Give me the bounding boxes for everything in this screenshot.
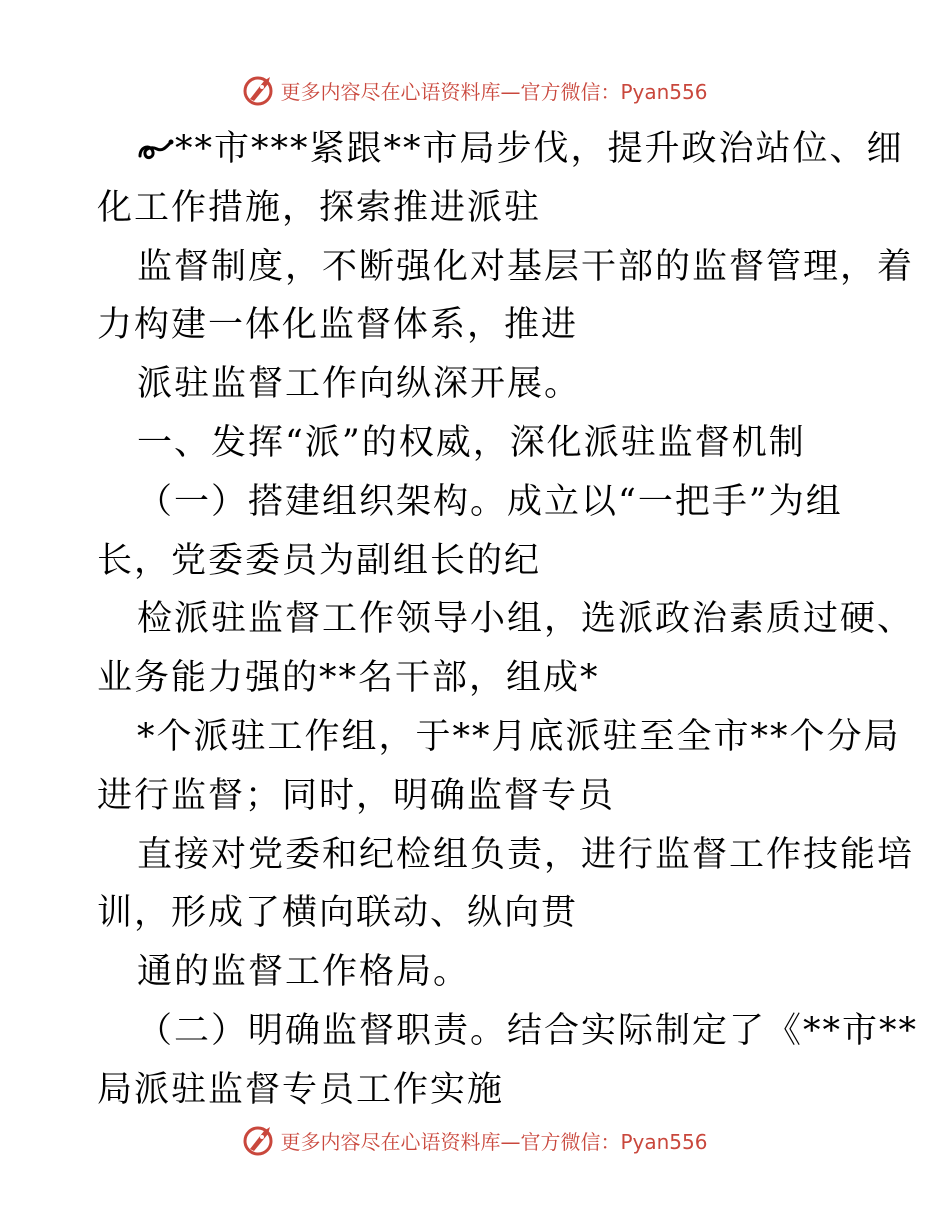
body-line — [97, 120, 904, 179]
body-line: 长，党委委员为副组长的纪 — [97, 540, 542, 581]
body-line: 进行监督；同时，明确监督专员 — [97, 775, 616, 816]
body-line: （二）明确监督职责。结合实际制定了《**市** — [137, 1010, 919, 1051]
body-line: 派驻监督工作向纵深开展。 — [137, 364, 582, 405]
body-line: 通的监督工作格局。 — [137, 952, 471, 993]
document-body — [97, 120, 919, 1120]
body-line-text: **市***紧跟**市局步伐，提升政治站位、细 — [175, 129, 904, 169]
body-line: 训，形成了横向联动、纵向贯 — [97, 893, 579, 934]
logo-icon — [242, 73, 276, 107]
body-line: *个派驻工作组，于**月底派驻至全市**个分局 — [137, 716, 901, 757]
header-banner-text: 更多内容尽在心语资料库—官方微信：Pyan556 — [280, 79, 708, 104]
footer-banner — [0, 1120, 950, 1160]
flourish-icon — [137, 134, 175, 164]
body-line: （一）搭建组织架构。成立以“一把手”为组 — [137, 481, 843, 522]
body-line: 力构建一体化监督体系，推进 — [97, 305, 579, 346]
body-line: 监督制度，不断强化对基层干部的监督管理，着 — [137, 246, 915, 287]
logo-icon — [242, 1123, 276, 1157]
header-banner — [0, 70, 950, 110]
body-line: 局派驻监督专员工作实施 — [97, 1069, 505, 1110]
body-line: 化工作措施，探索推进派驻 — [97, 187, 542, 228]
footer-banner-text: 更多内容尽在心语资料库—官方微信：Pyan556 — [280, 1129, 708, 1154]
body-line: 业务能力强的**名干部，组成* — [97, 658, 600, 699]
section-heading: 一、发挥“派”的权威，深化派驻监督机制 — [137, 422, 806, 463]
body-line: 直接对党委和纪检组负责，进行监督工作技能培 — [137, 834, 915, 875]
body-line: 检派驻监督工作领导小组，选派政治素质过硬、 — [137, 599, 915, 640]
